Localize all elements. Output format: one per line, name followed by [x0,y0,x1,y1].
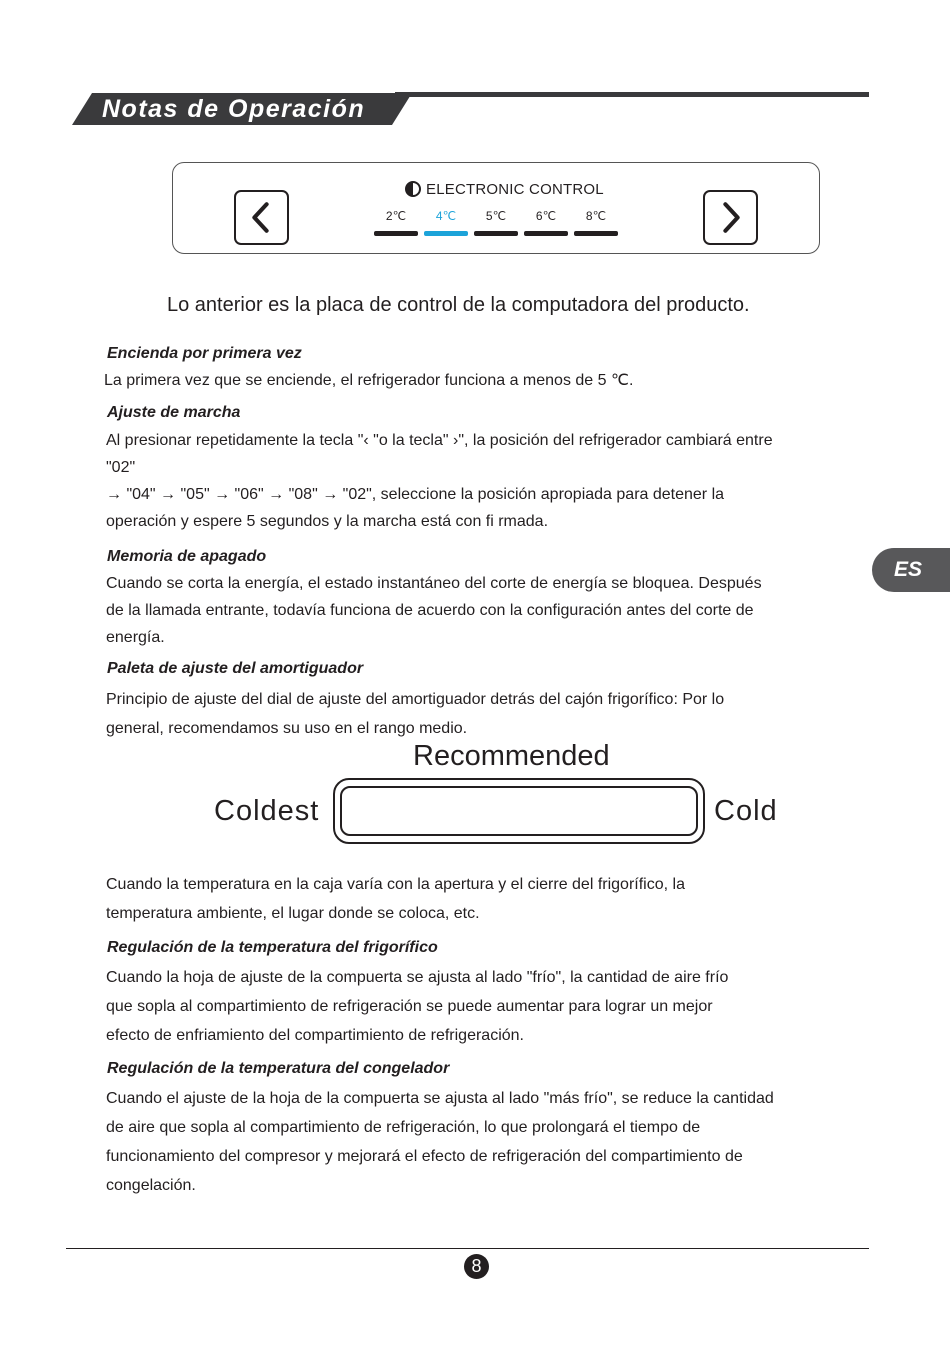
temp-label-5: 5℃ [485,209,507,223]
section-text-adjust [106,427,836,535]
chevron-right-icon [705,192,756,243]
footer-rule [66,1248,869,1249]
temperature-note-line-2: temperatura ambiente, el lugar donde se coloca, etc. [106,905,480,922]
section-text-memory [106,570,836,651]
dial-coldest-label: Coldest [214,795,320,827]
section-heading-fridge-reg: Regulación de la temperatura del frigorífico [107,939,438,956]
damper-dial-slot [340,786,698,836]
panel-title-text: ELECTRONIC CONTROL [426,180,604,198]
half-circle-icon [404,180,422,198]
increase-temp-button[interactable] [703,190,758,245]
section-text-fridge-reg [106,963,836,1050]
temp-indicator-5 [474,231,518,236]
temp-label-4: 4℃ [435,209,457,223]
section-heading-first-on: Encienda por primera vez [107,345,302,362]
fridge-reg-line-3: efecto de enfriamiento del compartimiento de refrigeración. [106,1027,524,1044]
temp-label-2: 2℃ [385,209,407,223]
damper-line-2: general, recomendamos su uso en el rango medio. [106,720,468,737]
memory-line-1: Cuando se corta la energía, el estado instantáneo del corte de energía se bloquea. Después [106,575,762,592]
memory-line-3: energía. [106,629,165,646]
temp-indicator-6 [524,231,568,236]
section-heading-damper: Paleta de ajuste del amortiguador [107,660,364,677]
dial-cold-label: Cold [714,795,778,827]
page-title: Notas de Operación [102,95,366,123]
section-heading-adjust: Ajuste de marcha [107,404,241,421]
panel-caption: Lo anterior es la placa de control de la computadora del producto. [167,294,750,316]
section-text-first-on: La primera vez que se enciende, el refrigerador funciona a menos de 5 ℃. [104,372,634,389]
section-text-freezer-reg [106,1084,836,1200]
page-number: 8 [464,1254,489,1279]
section-heading-memory: Memoria de apagado [107,548,267,565]
temp-label-8: 8℃ [585,209,607,223]
memory-line-2: de la llamada entrante, todavía funciona de acuerdo con la configuración antes del corte de [106,602,754,619]
adjust-line-4: operación y espere 5 segundos y la marcha está con fi rmada. [106,513,549,530]
panel-title [404,180,604,198]
header-rule [395,92,869,97]
freezer-reg-line-1: Cuando el ajuste de la hoja de la compuerta se ajusta al lado "más frío", se reduce la cantidad [106,1090,774,1107]
chevron-left-icon [236,192,287,243]
temp-indicator-2 [374,231,418,236]
temp-indicator-8 [574,231,618,236]
temp-label-6: 6℃ [535,209,557,223]
fridge-reg-line-2: que sopla al compartimiento de refrigeración se puede aumentar para lograr un mejor [106,998,713,1015]
language-tab-label: ES [894,558,923,581]
temperature-note-line-1: Cuando la temperatura en la caja varía con la apertura y el cierre del frigorífico, la [106,876,685,893]
freezer-reg-line-3: funcionamiento del compresor y mejorará el efecto de refrigeración del compartimiento de [106,1148,743,1165]
adjust-line-1: Al presionar repetidamente la tecla "‹ "o la tecla" ›", la posición del refrigerador cambiará entre [106,432,773,449]
section-text-damper [106,685,836,743]
section-heading-freezer-reg: Regulación de la temperatura del congelador [107,1060,450,1077]
section-text-temperature-note [106,870,836,928]
freezer-reg-line-2: de aire que sopla al compartimiento de refrigeración, lo que prolongará el tiempo de [106,1119,701,1136]
damper-line-1: Principio de ajuste del dial de ajuste del amortiguador detrás del cajón frigorífico: Por lo [106,691,725,708]
freezer-reg-line-4: congelación. [106,1177,196,1194]
adjust-line-2: "02" [106,459,136,476]
temp-indicator-4 [424,231,468,236]
decrease-temp-button[interactable] [234,190,289,245]
adjust-line-3: → "04" → "05" → "06" → "08" → "02", seleccione la posición apropiada para detener la [106,486,725,503]
fridge-reg-line-1: Cuando la hoja de ajuste de la compuerta se ajusta al lado "frío", la cantidad de aire frío [106,969,729,986]
dial-recommended-label: Recommended [413,740,610,772]
